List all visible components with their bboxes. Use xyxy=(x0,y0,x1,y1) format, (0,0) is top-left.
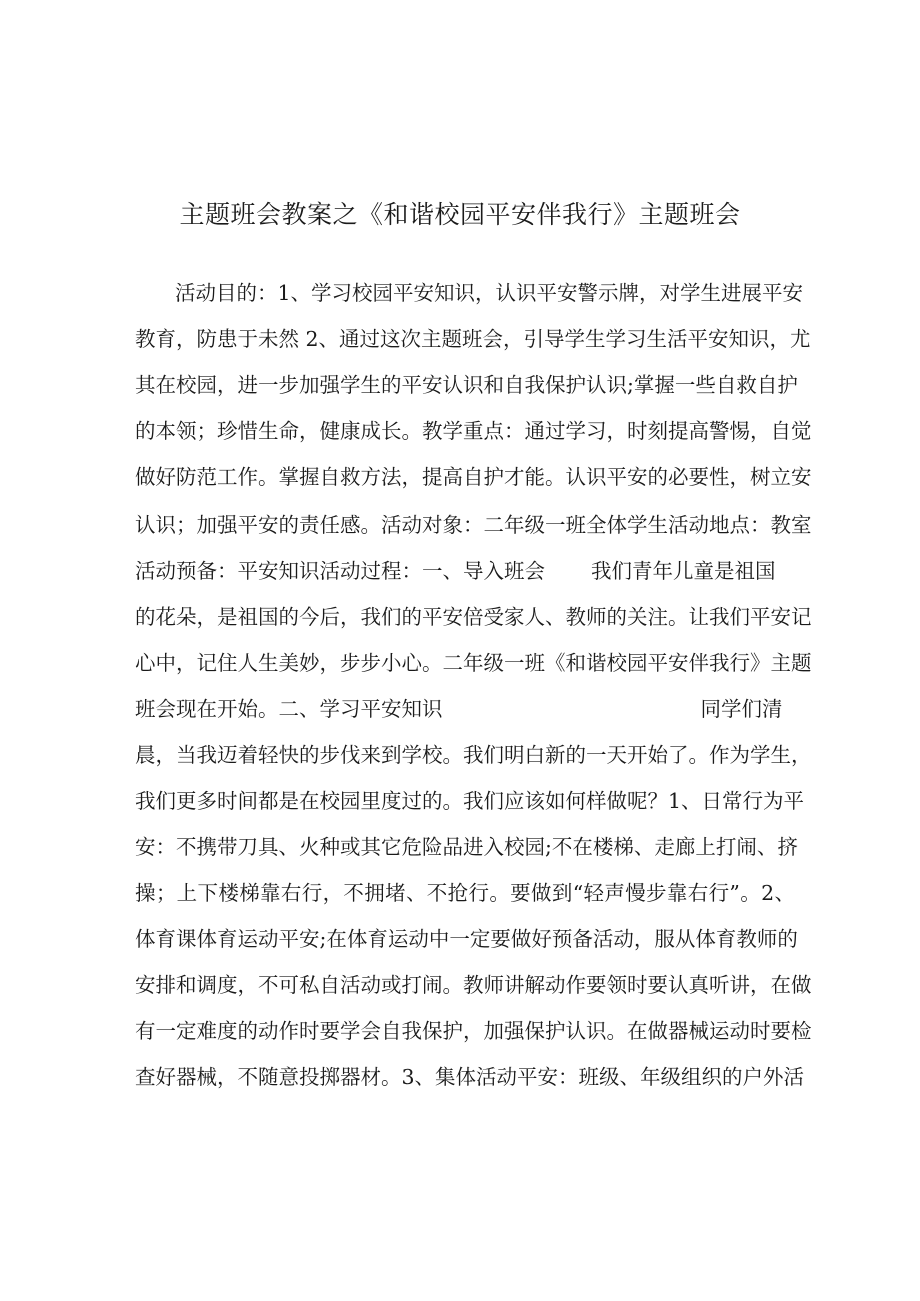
body-line-17: 有一定难度的动作时要学会自我保护，加强保护认识。在做器械运动时要检 xyxy=(135,1019,812,1043)
body-line-5: 做好防范工作。掌握自救方法，提高自护才能。认识平安的必要性，树立安 xyxy=(135,465,812,489)
body-line-2: 教育，防患于未然 2、通过这次主题班会，引导学生学习生活平安知识，尤 xyxy=(135,327,811,351)
body-line-10-left: 班会现在开始。二、学习平安知识 xyxy=(135,697,443,721)
body-line-14: 操；上下楼梯靠右行，不拥堵、不抢行。要做到“轻声慢步靠右行”。2、 xyxy=(135,881,795,905)
body-line-7-right: 我们青年儿童是祖国 xyxy=(591,559,776,583)
body-line-3: 其在校园，进一步加强学生的平安认识和自我保护认识;掌握一些自救自护 xyxy=(135,373,798,397)
body-line-8: 的花朵，是祖国的今后，我们的平安倍受家人、教师的关注。让我们平安记 xyxy=(135,605,812,629)
body-line-11: 晨，当我迈着轻快的步伐来到学校。我们明白新的一天开始了。作为学生， xyxy=(135,743,812,767)
body-line-7 xyxy=(135,556,795,586)
body-line-13: 安：不携带刀具、火种或其它危险品进入校园;不在楼梯、走廊上打闹、挤 xyxy=(135,835,798,859)
body-line-10-right: 同学们清 xyxy=(700,697,783,721)
body-line-7-left: 活动预备：平安知识活动过程：一、导入班会 xyxy=(135,559,545,583)
body-line-12: 我们更多时间都是在校园里度过的。我们应该如何样做呢？1、日常行为平 xyxy=(135,789,805,813)
body-line-1: 活动目的：1、学习校园平安知识，认识平安警示牌，对学生进展平安 xyxy=(175,281,804,305)
body-line-16: 安排和调度，不可私自活动或打闹。教师讲解动作要领时要认真听讲，在做 xyxy=(135,973,812,997)
document-title: 主题班会教案之《和谐校园平安伴我行》主题班会 xyxy=(179,200,741,229)
body-line-18: 查好器械，不随意投掷器材。3、集体活动平安：班级、年级组织的户外活 xyxy=(135,1065,805,1089)
body-line-9: 心中，记住人生美妙，步步小心。二年级一班《和谐校园平安伴我行》主题 xyxy=(135,651,812,675)
body-line-6: 认识；加强平安的责任感。活动对象：二年级一班全体学生活动地点：教室 xyxy=(135,513,812,537)
body-line-15: 体育课体育运动平安;在体育运动中一定要做好预备活动，服从体育教师的 xyxy=(135,927,798,951)
body-line-10 xyxy=(135,694,795,724)
body-line-4: 的本领；珍惜生命，健康成长。教学重点：通过学习，时刻提高警惕，自觉 xyxy=(135,419,812,443)
